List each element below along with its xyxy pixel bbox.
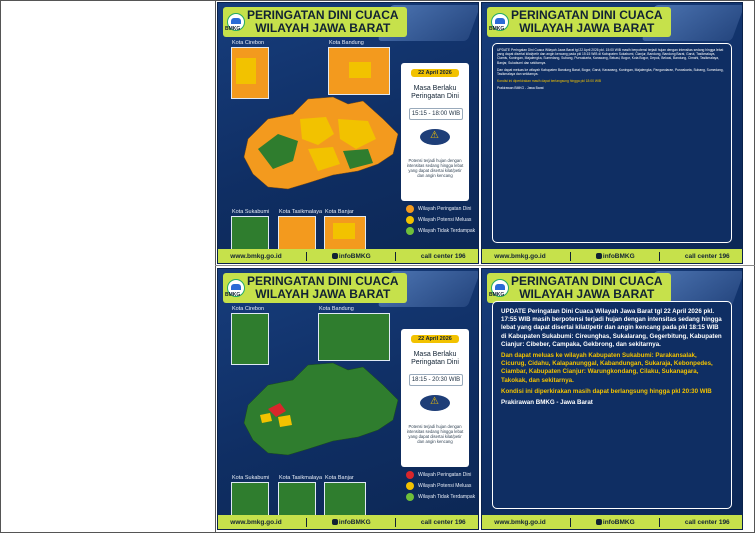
footer: www.bmkg.go.id infoBMKG call center 196 <box>482 249 742 263</box>
column-divider <box>215 0 216 533</box>
inset-sukabumi: Kota Sukabumi <box>231 482 269 516</box>
valid-time: 18:15 - 20:30 WIB <box>409 374 463 386</box>
inset-sukabumi: Kota Sukabumi <box>231 216 269 250</box>
legend: Wilayah Peringatan Dini Wilayah Potensi Meluas Wilayah Tidak Terdampak <box>406 205 475 238</box>
west-java-map <box>238 345 403 465</box>
inset-bandung: Kota Bandung <box>328 47 390 95</box>
slide-title: PERINGATAN DINI CUACA WILAYAH JAWA BARAT <box>487 273 671 303</box>
text-slide-1: PERINGATAN DINI CUACA WILAYAH JAWA BARAT BMKG UPDATE Peringatan Dini Cuaca Wilayah Jawa Barat tgl 22 April 2026 pkl. 15:00 WIB masih berpotensi terjadi hujan dengan intensitas sedang hingga lebat yang dapat disertai kilat/petir dan angin kencang pada pkl 15:15 WIB di Kabupaten Sukabumi, Cianjur, Bandung, Bandung Barat, Garut, Tasikmalaya, Ciamis, Kuningan, Majalengka, Sumedang, Subang, Purwakarta, Karawang, Bekasi, Bogor, Kota Bogor, Depok, Bekasi, Bandung, Cimahi, Tasikmalaya, Banjar, Sukabumi dan sekitarnya. Dan dapat meluas ke wilayah Kabupaten Bandung Barat, Bogor, Garut, Karawang, Kuningan, Majalengka, Pangandaran, Purwakarta, Subang, Sumedang, Tasikmalaya dan sekitarnya. Kondisi ini diperkirakan masih dapat berlangsung hingga pkl 18:00 WIB Prakirawan BMKG - Jawa Barat www.bmkg.go.id infoBMKG call center 196 <box>481 2 743 264</box>
slide-title: PERINGATAN DINI CUACA WILAYAH JAWA BARAT <box>223 7 407 37</box>
slide-title: PERINGATAN DINI CUACA WILAYAH JAWA BARAT <box>223 273 407 303</box>
legend: Wilayah Peringatan Dini Wilayah Potensi Meluas Wilayah Tidak Terdampak <box>406 471 475 504</box>
info-card: 22 April 2026 Masa Berlaku Peringatan Dini 15:15 - 18:00 WIB ⚠ Potensi terjadi hujan dengan intensitas sedang hingga lebat yang dapat disertai kilat/petir dan angin kencang <box>401 63 469 201</box>
warning-text-box: UPDATE Peringatan Dini Cuaca Wilayah Jawa Barat tgl 22 April 2026 pkl. 17:55 WIB masih berpotensi terjadi hujan dengan intensitas sedang hingga lebat yang dapat disertai kilat/petir dan angin kencang pada pkl 18:15 WIB di Kabupaten Sukabumi: Cireunghas, Sukalarang, Gegerbitung, Kabupaten Cianjur: Cibeber, Campaka, Gekbrong, dan sekitarnya. Dan dapat meluas ke wilayah Kabupaten Sukabumi: Parakansalak, Cicurug, Cidahu, Kalapanunggal, Kabandungan, Sukaraja, Kebonpedes, Ciambar, Kabupaten Cianjur: Warungkondang, Cilaku, Sukanagara, Takokak, dan sekitarnya. Kondisi ini diperkirakan masih dapat berlangsung hingga pkl 20:30 WIB Prakirawan BMKG - Jawa Barat <box>492 301 732 509</box>
card-heading: Masa Berlaku Peringatan Dini <box>411 85 459 100</box>
footer: www.bmkg.go.id infoBMKG call center 196 <box>218 249 478 263</box>
footer: www.bmkg.go.id infoBMKG call center 196 <box>218 515 478 529</box>
weather-warning-icon <box>420 129 450 145</box>
call-center: call center 196 <box>420 252 466 260</box>
site-link[interactable]: www.bmkg.go.id <box>230 252 282 260</box>
footer: www.bmkg.go.id infoBMKG call center 196 <box>482 515 742 529</box>
inset-tasikmalaya: Kota Tasikmalaya <box>278 216 316 250</box>
inset-cirebon: Kota Cirebon <box>231 313 269 365</box>
logo-text: BMKG <box>225 26 241 32</box>
map-slide-1 <box>217 2 479 264</box>
social-icon <box>332 253 338 259</box>
inset-banjar: Kota Banjar <box>324 216 366 250</box>
card-note: Potensi terjadi hujan dengan intensitas sedang hingga lebat yang dapat disertai kilat/petir dan angin kencang <box>406 158 464 178</box>
inset-bandung: Kota Bandung <box>318 313 390 361</box>
weather-warning-icon <box>420 395 450 411</box>
row-divider <box>215 265 755 266</box>
valid-time: 15:15 - 18:00 WIB <box>409 108 463 120</box>
inset-banjar: Kota Banjar <box>324 482 366 516</box>
slide-title: PERINGATAN DINI CUACA WILAYAH JAWA BARAT <box>487 7 671 37</box>
inset-cirebon: Kota Cirebon <box>231 47 269 99</box>
west-java-map <box>238 79 403 199</box>
text-slide-2: PERINGATAN DINI CUACA WILAYAH JAWA BARAT BMKG UPDATE Peringatan Dini Cuaca Wilayah Jawa Barat tgl 22 April 2026 pkl. 17:55 WIB masih berpotensi terjadi hujan dengan intensitas sedang hingga lebat yang dapat disertai kilat/petir dan angin kencang pada pkl 18:15 WIB di Kabupaten Sukabumi: Cireunghas, Sukalarang, Gegerbitung, Kabupaten Cianjur: Cibeber, Campaka, Gekbrong, dan sekitarnya. Dan dapat meluas ke wilayah Kabupaten Sukabumi: Parakansalak, Cicurug, Cidahu, Kalapanunggal, Kabandungan, Sukaraja, Kebonpedes, Ciambar, Kabupaten Cianjur: Warungkondang, Cilaku, Sukanagara, Takokak, dan sekitarnya. Kondisi ini diperkirakan masih dapat berlangsung hingga pkl 20:30 WIB Prakirawan BMKG - Jawa Barat www.bmkg.go.id infoBMKG call center 196 <box>481 268 743 530</box>
map-slide-2: PERINGATAN DINI CUACA WILAYAH JAWA BARAT BMKG Kota Cirebon Kota Bandung Kota Sukabumi Kota Tasikmalaya Kota Banjar 22 April 2026 Masa Berlaku Peringatan Dini 18:15 - 20:30 WIB ⚠ Potensi terjadi hujan dengan intensitas sedang hingga lebat yang dapat disertai kilat/petir dan angin kencang Wilayah Peringatan Dini Wilayah Potensi Meluas Wilayah Tidak Terdampak www.bmkg.go.id infoBMKG call center 196 <box>217 268 479 530</box>
inset-tasikmalaya: Kota Tasikmalaya <box>278 482 316 516</box>
warning-text-box: UPDATE Peringatan Dini Cuaca Wilayah Jawa Barat tgl 22 April 2026 pkl. 15:00 WIB masih berpotensi terjadi hujan dengan intensitas sedang hingga lebat yang dapat disertai kilat/petir dan angin kencang pada pkl 15:15 WIB di Kabupaten Sukabumi, Cianjur, Bandung, Bandung Barat, Garut, Tasikmalaya, Ciamis, Kuningan, Majalengka, Sumedang, Subang, Purwakarta, Karawang, Bekasi, Bogor, Kota Bogor, Depok, Bekasi, Bandung, Cimahi, Tasikmalaya, Banjar, Sukabumi dan sekitarnya. Dan dapat meluas ke wilayah Kabupaten Bandung Barat, Bogor, Garut, Karawang, Kuningan, Majalengka, Pangandaran, Purwakarta, Subang, Sumedang, Tasikmalaya dan sekitarnya. Kondisi ini diperkirakan masih dapat berlangsung hingga pkl 18:00 WIB Prakirawan BMKG - Jawa Barat <box>492 43 732 243</box>
info-card: 22 April 2026 Masa Berlaku Peringatan Dini 18:15 - 20:30 WIB ⚠ Potensi terjadi hujan dengan intensitas sedang hingga lebat yang dapat disertai kilat/petir dan angin kencang <box>401 329 469 467</box>
